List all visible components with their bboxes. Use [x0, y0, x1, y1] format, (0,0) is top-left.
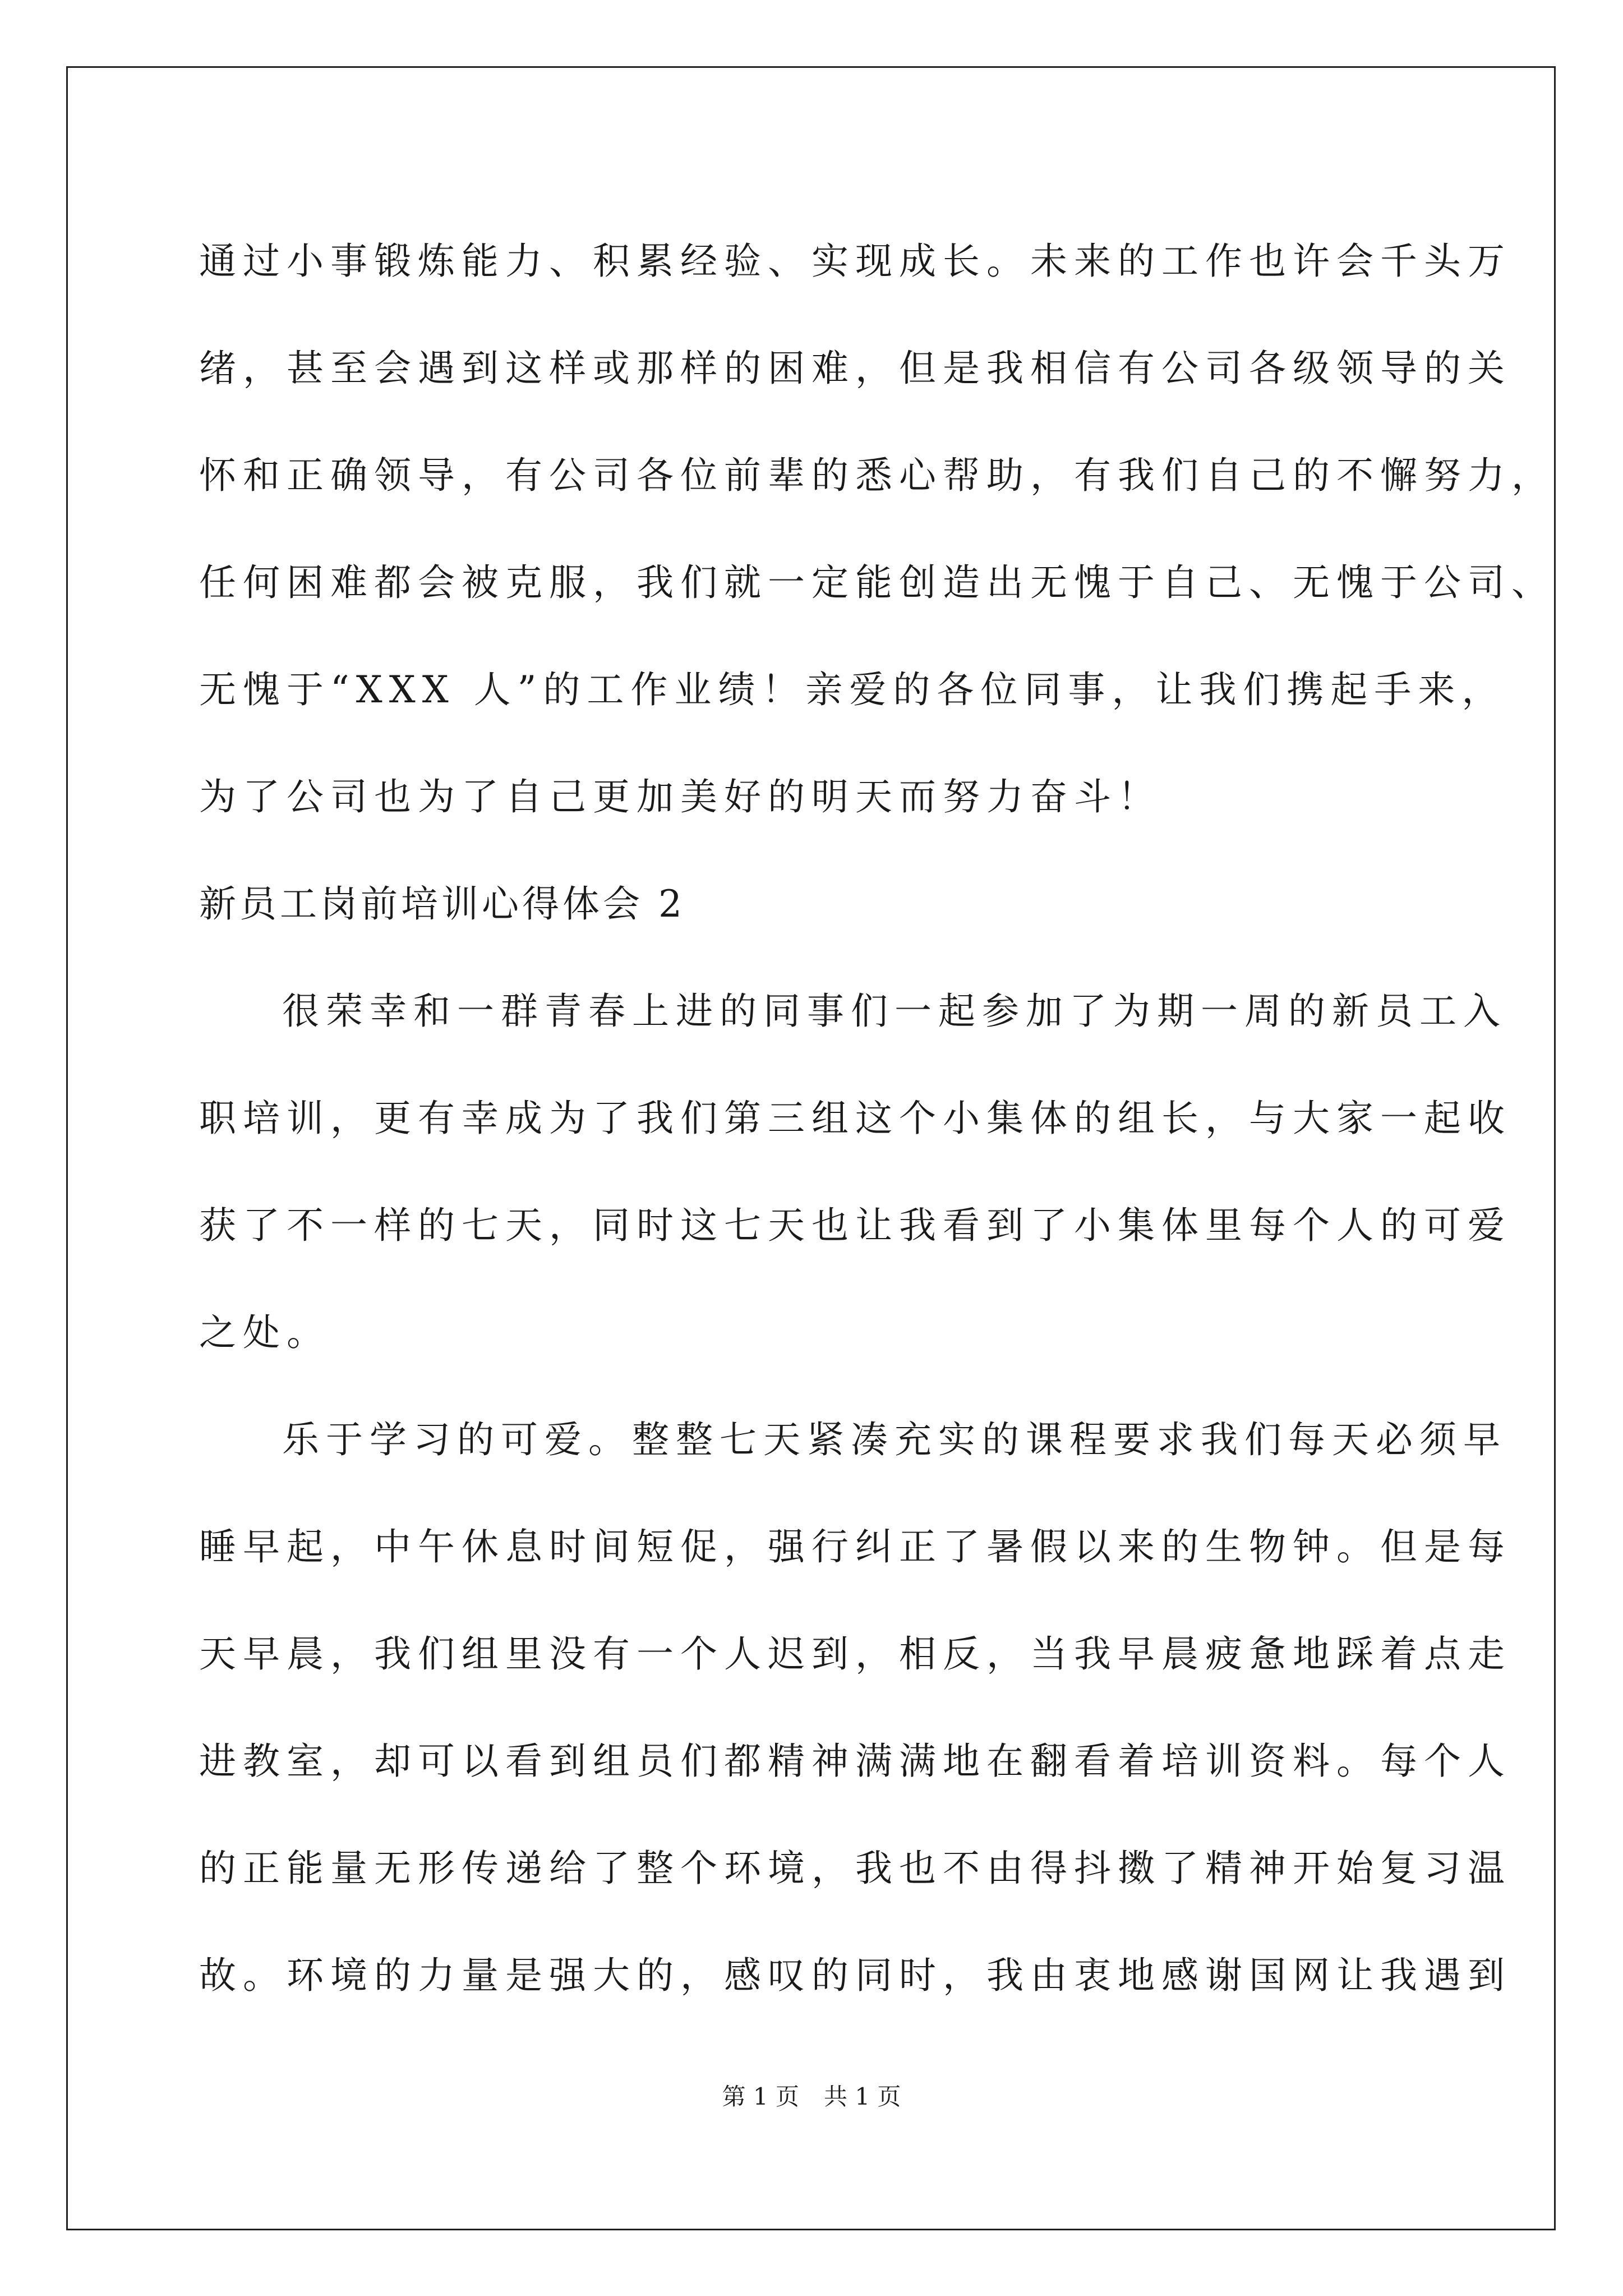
- body-line: 绪，甚至会遇到这样或那样的困难，但是我相信有公司各级领导的关: [199, 347, 1511, 390]
- section-heading: 新员工岗前培训心得体会 2: [199, 882, 685, 926]
- page-total: 共 1 页: [824, 2083, 901, 2110]
- paragraph-line: 进教室，却可以看到组员们都精神满满地在翻看着培训资料。每个人: [199, 1740, 1511, 1783]
- body-line: 无愧于“XXX 人”的工作业绩！亲爱的各位同事，让我们携起手来，: [199, 668, 1506, 711]
- paragraph-line: 职培训，更有幸成为了我们第三组这个小集体的组长，与大家一起收: [199, 1097, 1511, 1140]
- paragraph: [199, 958, 1511, 1386]
- paragraph-line: 获了不一样的七天，同时这七天也让我看到了小集体里每个人的可爱: [199, 1204, 1511, 1247]
- paragraph-line: 很荣幸和一群青春上进的同事们一起参加了为期一周的新员工入: [282, 990, 1507, 1033]
- paragraph: [199, 1386, 1511, 2029]
- body-line: 怀和正确领导，有公司各位前辈的悉心帮助，有我们自己的不懈努力，: [199, 454, 1555, 497]
- page-footer: [0, 2080, 1623, 2114]
- document-body: [199, 208, 1555, 2029]
- body-line: 为了公司也为了自己更加美好的明天而努力奋斗！: [199, 775, 1161, 818]
- paragraph-line: 乐于学习的可爱。整整七天紧凑充实的课程要求我们每天必须早: [282, 1418, 1507, 1461]
- body-line: 通过小事锻炼能力、积累经验、实现成长。未来的工作也许会千头万: [199, 240, 1511, 283]
- page-number: 第 1 页: [722, 2083, 799, 2110]
- paragraph-line: 睡早起，中午休息时间短促，强行纠正了暑假以来的生物钟。但是每: [199, 1525, 1511, 1568]
- body-line: 任何困难都会被克服，我们就一定能创造出无愧于自己、无愧于公司、: [199, 561, 1555, 604]
- paragraph-line: 天早晨，我们组里没有一个人迟到，相反，当我早晨疲惫地踩着点走: [199, 1632, 1511, 1676]
- paragraph-line: 故。环境的力量是强大的，感叹的同时，我由衷地感谢国网让我遇到: [199, 1954, 1511, 1997]
- paragraph-line: 的正能量无形传递给了整个环境，我也不由得抖擞了精神开始复习温: [199, 1847, 1511, 1890]
- paragraph-line: 之处。: [199, 1311, 330, 1354]
